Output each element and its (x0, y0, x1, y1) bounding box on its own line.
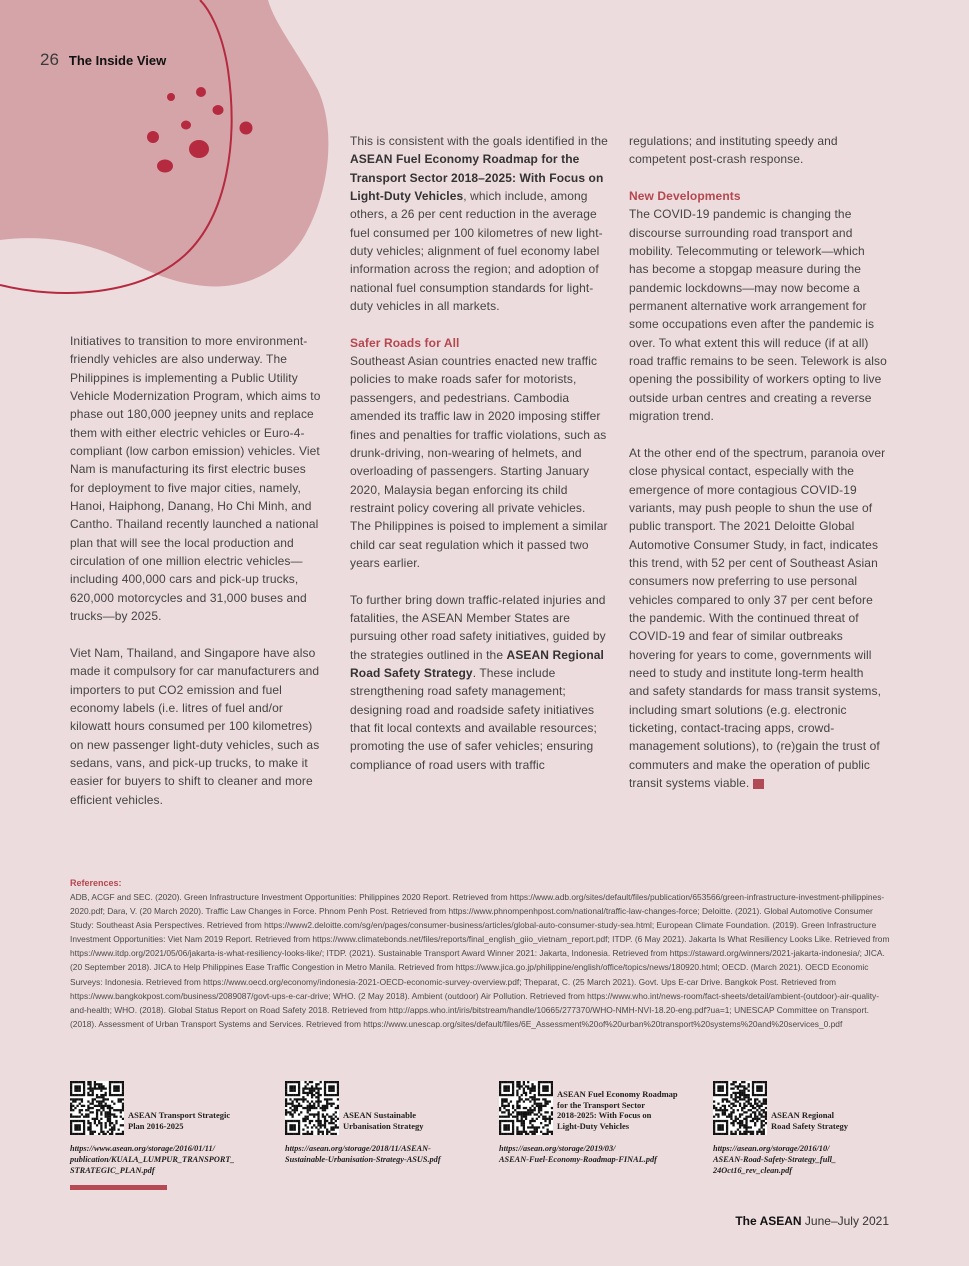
text-run: . These include strengthening road safety management; designing road and roadside safety initiatives that fit local contexts and available resources; promoting the use of safer vehicles; ensuring compliance of road users with traffic (350, 665, 597, 772)
article-column-2 (350, 132, 608, 774)
article-column-3 (629, 132, 887, 792)
qr-label: ASEAN Transport Strategic Plan 2016-2025 (128, 1110, 231, 1131)
qr-block-fuel-economy (499, 1081, 699, 1165)
references-heading: References: (70, 878, 122, 888)
paragraph: Initiatives to transition to more environment-friendly vehicles are also underway. The Philippines is implementing a Public Utility Vehicle Modernization Program, which aims to phase out 180,000 jeepney units and replace them with either electric vehicles or Euro-4-compliant (low carbon emission) vehicles. Viet Nam is manufacturing its first electric buses for deployment to five major cities, namely, Hanoi, Haiphong, Danang, Ho Chi Minh, and Cantho. Thailand recently launched a national plan that will see the local production and circulation of one million electric vehicles— including 400,000 cars and pick-up trucks, 620,000 motorcycles and 31,000 buses and trucks—by 2025. (70, 334, 321, 624)
qr-label: ASEAN Sustainable Urbanisation Strategy (343, 1110, 424, 1131)
page-footer (735, 1214, 889, 1228)
qr-block-transport-plan (70, 1081, 270, 1176)
qr-url[interactable]: https://www.asean.org/storage/2016/01/11/ publication/KUALA_LUMPUR_TRANSPORT_ STRATEGIC_PLAN.pdf (70, 1144, 235, 1175)
qr-block-road-safety (713, 1081, 913, 1176)
text-run: , which include, among others, a 26 per cent reduction in the average fuel consumed per 100 kilometres of new light-duty vehicles; alignment of fuel economy label information across the region; and adoption of national fuel consumption standards for light-duty vehicles in all markets. (350, 189, 603, 314)
subheading-safer-roads: Safer Roads for All (350, 335, 460, 350)
qr-code-icon[interactable] (70, 1081, 124, 1135)
qr-url[interactable]: https://asean.org/storage/2019/03/ ASEAN-Fuel-Economy-Roadmap-FINAL.pdf (499, 1144, 657, 1164)
decorative-blob-graphic (0, 0, 340, 300)
text-run: This is consistent with the goals identified in the (350, 134, 608, 148)
section-title: The Inside View (68, 53, 167, 68)
paragraph (629, 444, 887, 793)
road-safety-strategy-reference: ASEAN Regional Road Safety Strategy (350, 647, 604, 680)
subheading-new-developments: New Developments (629, 189, 741, 204)
qr-code-icon[interactable] (499, 1081, 553, 1135)
qr-code-icon[interactable] (285, 1081, 339, 1135)
qr-url[interactable]: https://asean.org/storage/2016/10/ ASEAN-Road-Safety-Strategy_full_ 24Oct16_rev_clean.pdf (713, 1144, 837, 1175)
paragraph: The COVID-19 pandemic is changing the discourse surrounding road transport and mobility. Telecommuting or telework—which has become a stopgap measure during the pandemic lockdowns—may now become a permanent alternative work arrangement for some occupations even after the pandemic is over. To what extent this will reduce (if at all) road traffic remains to be seen. Telework is also opening the possibility of workers opting to live outside urban centres and creating a reverse migration trend. (629, 207, 887, 424)
end-of-article-mark (753, 779, 764, 789)
qr-code-icon[interactable] (713, 1081, 767, 1135)
qr-url[interactable]: https://asean.org/storage/2018/11/ASEAN- Sustainable-Urbanisation-Strategy-ASUS.pdf (285, 1144, 441, 1164)
article-column-1 (70, 332, 322, 809)
text-run: To further bring down traffic-related injuries and fatalities, the ASEAN Member States are pursuing other road safety initiatives, guided by the strategies outlined in the (350, 592, 606, 662)
paragraph (350, 591, 608, 774)
qr-label: ASEAN Fuel Economy Roadmap for the Transport Sector 2018-2025: With Focus on Light-Duty Vehicles (557, 1089, 678, 1131)
references-section (70, 876, 890, 1031)
paragraph (350, 132, 608, 315)
roadmap-reference: ASEAN Fuel Economy Roadmap for the Transport Sector 2018–2025: With Focus on Light-Duty Vehicles (350, 152, 604, 204)
publication-name: The ASEAN (735, 1214, 802, 1228)
page-number: 26 (40, 50, 59, 69)
paragraph: Viet Nam, Thailand, and Singapore have also made it compulsory for car manufacturers and importers to put CO2 emission and fuel economy labels (i.e. litres of fuel and/or kilowatt hours consumed per 100 kilometres) on new passenger light-duty vehicles, such as sedans, vans, and pick-up trucks, to make it easier for buyers to shift to cleaner and more efficient vehicles. (70, 645, 320, 807)
issue-date: June–July 2021 (804, 1214, 889, 1228)
paragraph: regulations; and instituting speedy and competent post-crash response. (629, 134, 838, 167)
page-header (40, 50, 166, 70)
text-run: At the other end of the spectrum, paranoia over close physical contact, especially with the emergence of more contagious COVID-19 variants, may push people to shun the use of public transport. The 2021 Deloitte Global Automotive Consumer Study, in fact, indicates this trend, with 52 per cent of Southeast Asian consumers now preferring to use personal vehicles compared to only 37 per cent before the pandemic. With the continued threat of COVID-19 and fear of similar outbreaks hovering for years to come, governments will need to study and institute long-term health and safety standards for mass transit systems, including smart solutions (e.g. electronic ticketing, contact-tracing apps, crowd-management solutions), to (re)gain the trust of commuters and make the operation of public transit systems viable. (629, 445, 886, 791)
paragraph: Southeast Asian countries enacted new traffic policies to make roads safer for motorists, passengers, and pedestrians. Cambodia amended its traffic law in 2020 imposing stiffer fines and penalties for traffic violations, such as drunk-driving, non-wearing of helmets, and overloading of passengers. Starting January 2020, Malaysia began enforcing its child restraint policy covering all private vehicles. The Philippines is poised to implement a similar child car seat regulation which it passed two years earlier. (350, 354, 608, 570)
qr-label: ASEAN Regional Road Safety Strategy (771, 1110, 848, 1131)
qr-block-urbanisation (285, 1081, 485, 1165)
references-text: ADB, ACGF and SEC. (2020). Green Infrastructure Investment Opportunities: Philippines 2020 Report. Retrieved from https://www.adb.org/sites/default/files/publication/653566/green-infrastructure-investment-philippines-2020.pdf; Dara, V. (20 March 2020). Traffic Law Changes in Force. Phnom Penh Post. Retrieved from https://www.phnompenhpost.com/national/traffic-law-changes-force; Deloitte. (2021). Global Automotive Consumer Study: Southeast Asia Perspectives. Retrieved from https://www2.deloitte.com/sg/en/pages/consumer-business/articles/global-auto-consumer-study-sea.html; European Climate Foundation. (2019). Green Infrastructure Investment Opportunities: Viet Nam 2019 Report. Retrieved from https://www.climatebonds.net/files/reports/final_english_giio_vietnam_report.pdf; ITDP. (6 May 2021). Jakarta Is What Resiliency Looks Like. Retrieved from https://www.itdp.org/2021/05/06/jakarta-is-what-resiliency-looks-like/; ITDP. (2021). Sustainable Transport Award Winner 2021: Jakarta, Indonesia. Retrieved from https://staward.org/winners/2021-jakarta-indonesia/; JICA. (20 September 2018). JICA to Help Philippines Ease Traffic Congestion in Metro Manila. Retrieved from https://www.jica.go.jp/philippine/english/office/topics/news/180920.html; OECD. (March 2021). OECD Economic Surveys: Indonesia. Retrieved from https://www.oecd.org/economy/indonesia-2021-OECD-economic-survey-overview.pdf; Theparat, C. (25 March 2021). Govt. Ups E-car Drive. Bangkok Post. Retrieved from https://www.bangkokpost.com/business/2089087/govt-ups-e-car-drive; WHO. (2 May 2018). Ambient (outdoor) Air Pollution. Retrieved from https://www.who.int/news-room/fact-sheets/detail/ambient-(outdoor)-air-quality-and-health; WHO. (2018). Global Status Report on Road Safety 2018. Retrieved from http://apps.who.int/iris/bitstream/handle/10665/277370/WHO-NMH-NVI-18.20-eng.pdf?ua=1; UNESCAP Committee on Transport. (2018). Assessment of Urban Transport Systems and Services. Retrieved from https://www.unescap.org/sites/default/files/6E_Assessment%20of%20urban%20transport%20systems%20and%20services_0.pdf (70, 892, 890, 1029)
accent-bar (70, 1185, 167, 1190)
